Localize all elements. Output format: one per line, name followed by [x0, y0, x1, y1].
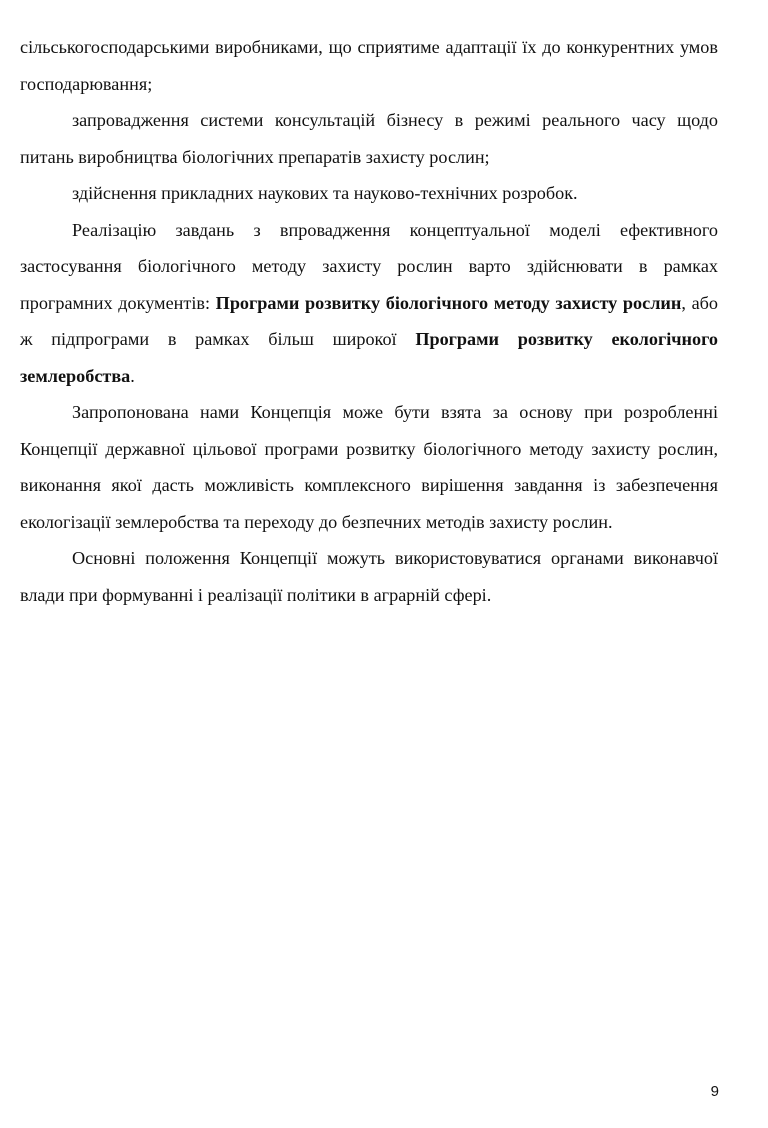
text-segment: Реалізацію завдань з впровадження концептуальної моделі ефективного застосування біологічного методу захисту рослин варто здійснювати в рамках програмних документів: [20, 219, 718, 313]
paragraph-implementation [20, 212, 718, 395]
paragraph-consultations [20, 102, 718, 175]
document-body [20, 29, 718, 613]
paragraph-provisions [20, 540, 718, 613]
paragraph-continuation [20, 29, 718, 102]
text-segment: , або ж підпрограми в рамках більш широкої [20, 292, 718, 349]
text-segment: сільськогосподарськими виробниками, що сприятиме адаптації їх до конкурентних умов господарювання; [20, 37, 718, 94]
text-segment: Запропонована нами Концепція може бути взята за основу при розробленні Концепції державної цільової програми розвитку біологічного методу захисту рослин, виконання якої дасть можливість комплексного вирішення завдання із забезпечення екологізації землеробства та переходу до безпечних методів захисту рослин. [20, 402, 718, 532]
program-title-bold: Програми розвитку біологічного методу захисту рослин [215, 292, 682, 313]
paragraph-concept [20, 394, 718, 540]
program-title-bold: Програми розвитку екологічного землеробства [20, 329, 718, 386]
text-segment: . [130, 365, 135, 386]
page-number: 9 [710, 1083, 719, 1100]
text-segment: Основні положення Концепції можуть використовуватися органами виконавчої влади при формуванні і реалізації політики в аграрній сфері. [20, 548, 718, 605]
text-segment: здійснення прикладних наукових та науково-технічних розробок. [72, 183, 578, 203]
paragraph-research [20, 175, 718, 212]
text-segment: запровадження системи консультацій бізнесу в режимі реального часу щодо питань виробництва біологічних препаратів захисту рослин; [20, 110, 718, 167]
